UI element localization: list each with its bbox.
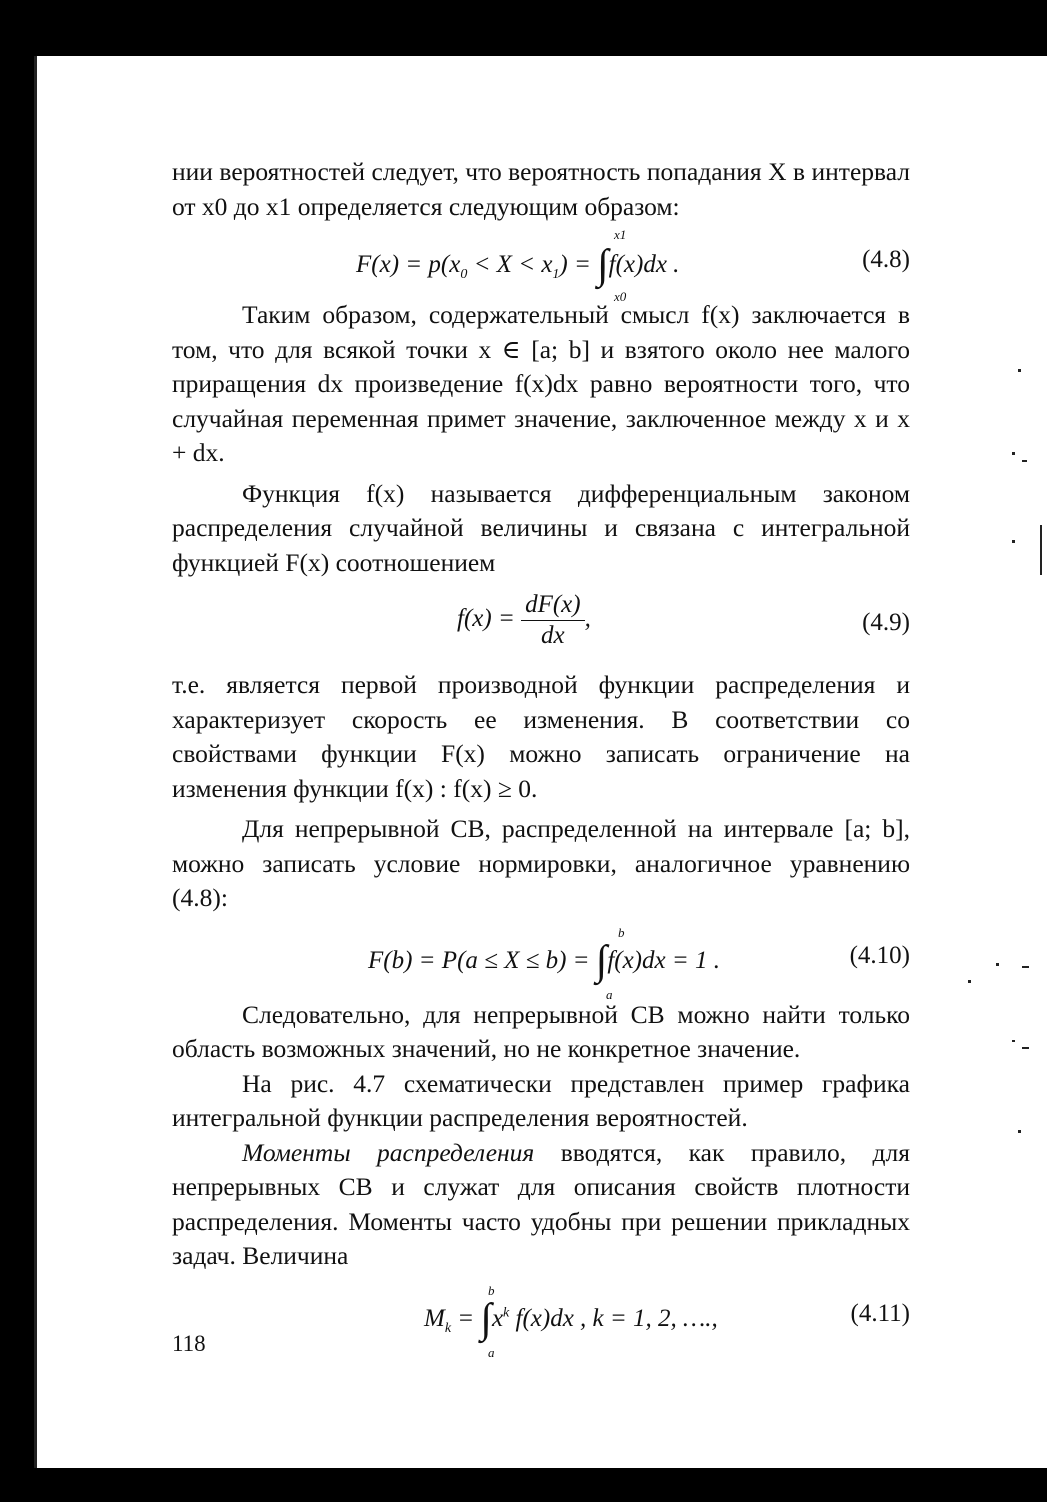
eq-4-11-upper-limit: b bbox=[488, 1282, 495, 1298]
equation-number: (4.10) bbox=[849, 941, 910, 969]
equation-number: (4.9) bbox=[862, 608, 910, 636]
paragraph-8 bbox=[172, 1136, 910, 1274]
paragraph-2: Таким образом, содержательный смысл f(x) заключается в том, что для всякой точки x ∈ [a; b] и взятого около нее малого приращения dx произведение f(x)dx равно вероятности того, что случайная переменная примет значение, заключенное между x и x + dx. bbox=[172, 300, 910, 467]
eq-4-11-equals: = bbox=[451, 1304, 481, 1332]
page-body bbox=[172, 155, 910, 1360]
paragraph-5: Для непрерывной СВ, распределенной на интервале [a; b], можно записать условие нормировки, аналогичное уравнению (4.8): bbox=[172, 814, 910, 912]
equation-4-8-formula bbox=[356, 242, 679, 293]
eq-4-10-lower-limit: a bbox=[606, 986, 613, 1002]
equation-4-8 bbox=[172, 227, 910, 304]
equation-4-11-formula bbox=[424, 1296, 718, 1347]
eq-4-8-lhs: F(x) = p(x bbox=[356, 251, 461, 278]
eq-4-10-lhs: F(b) = P(a ≤ X ≤ b) = bbox=[368, 946, 596, 974]
eq-4-10-upper-limit: b bbox=[618, 924, 625, 940]
scan-speck bbox=[1022, 460, 1027, 462]
paragraph-1: нии вероятностей следует, что вероятность попадания X в интервал от x0 до x1 определяется следующим образом: bbox=[172, 157, 910, 221]
fraction-numerator: dF(x) bbox=[521, 590, 585, 621]
equation-4-10-formula bbox=[368, 937, 720, 984]
eq-4-11-lhs-sub: k bbox=[444, 1320, 452, 1336]
scan-speck bbox=[1022, 1047, 1029, 1049]
eq-4-8-integrand: f(x)dx . bbox=[608, 251, 680, 278]
eq-4-8-sub1: 1 bbox=[552, 267, 560, 282]
scan-speck bbox=[1012, 452, 1015, 455]
equation-number: (4.11) bbox=[850, 1299, 910, 1327]
eq-4-8-rhs: ) = bbox=[559, 251, 598, 278]
eq-4-8-upper-limit: x1 bbox=[614, 227, 627, 242]
paragraph-8-rest: вводятся, как правило, для непрерывных СВ и служат для описания свойств плотности распределения. Моменты часто удобны при решении прикладных задач. Величина bbox=[172, 1137, 910, 1270]
equation-4-9 bbox=[172, 584, 910, 662]
integral-sign: ∫ bbox=[595, 937, 608, 984]
integral-sign: ∫ bbox=[480, 1295, 492, 1342]
equation-4-9-formula bbox=[457, 590, 591, 651]
scan-speck bbox=[1018, 1130, 1021, 1133]
scan-speck bbox=[1022, 966, 1029, 968]
equation-number: (4.8) bbox=[862, 245, 910, 273]
scan-edge bbox=[34, 56, 37, 1468]
term-moments: Моменты распределения bbox=[242, 1137, 535, 1167]
eq-4-9-trail: , bbox=[584, 605, 591, 633]
eq-4-8-lower-limit: x0 bbox=[614, 289, 627, 304]
eq-4-8-mid: < X < x bbox=[467, 251, 553, 278]
eq-4-11-integrand: f(x)dx , k = 1, 2, …., bbox=[509, 1304, 718, 1332]
scan-speck bbox=[1012, 1040, 1015, 1042]
scan-speck bbox=[1012, 540, 1015, 543]
equation-4-11 bbox=[172, 1278, 910, 1360]
eq-4-10-integrand: f(x)dx = 1 . bbox=[607, 946, 720, 974]
paragraph-7: На рис. 4.7 схематически представлен пример графика интегральной функции распределения вероятностей. bbox=[172, 1068, 910, 1132]
eq-4-11-power: k bbox=[503, 1305, 510, 1321]
equation-4-10 bbox=[172, 920, 910, 1002]
eq-4-8-sub0: 0 bbox=[460, 267, 468, 282]
paragraph-6: Следовательно, для непрерывной СВ можно найти только область возможных значений, но не конкретное значение. bbox=[172, 999, 910, 1063]
paragraph-4: т.е. является первой производной функции распределения и характеризует скорость ее изменения. В соответствии со свойствами функции F(x) можно записать ограничение на изменения функции f(x) : f(x) ≥ 0. bbox=[172, 670, 910, 803]
scan-speck bbox=[968, 980, 971, 983]
scan-speck bbox=[1040, 525, 1042, 575]
fraction-denominator: dx bbox=[541, 622, 565, 649]
eq-4-11-lhs: M bbox=[424, 1304, 445, 1332]
eq-4-11-lower-limit: a bbox=[488, 1344, 495, 1360]
eq-4-9-lhs: f(x) = bbox=[457, 605, 515, 633]
scan-speck bbox=[996, 963, 999, 966]
fraction bbox=[521, 590, 585, 651]
scan-speck bbox=[1018, 369, 1021, 372]
integral-sign: ∫ bbox=[597, 242, 609, 288]
page-number: 118 bbox=[172, 1331, 206, 1356]
eq-4-11-x: x bbox=[491, 1304, 504, 1332]
paragraph-3: Функция f(x) называется дифференциальным законом распределения случайной величины и связана с интегральной функцией F(x) соотношением bbox=[172, 478, 910, 577]
